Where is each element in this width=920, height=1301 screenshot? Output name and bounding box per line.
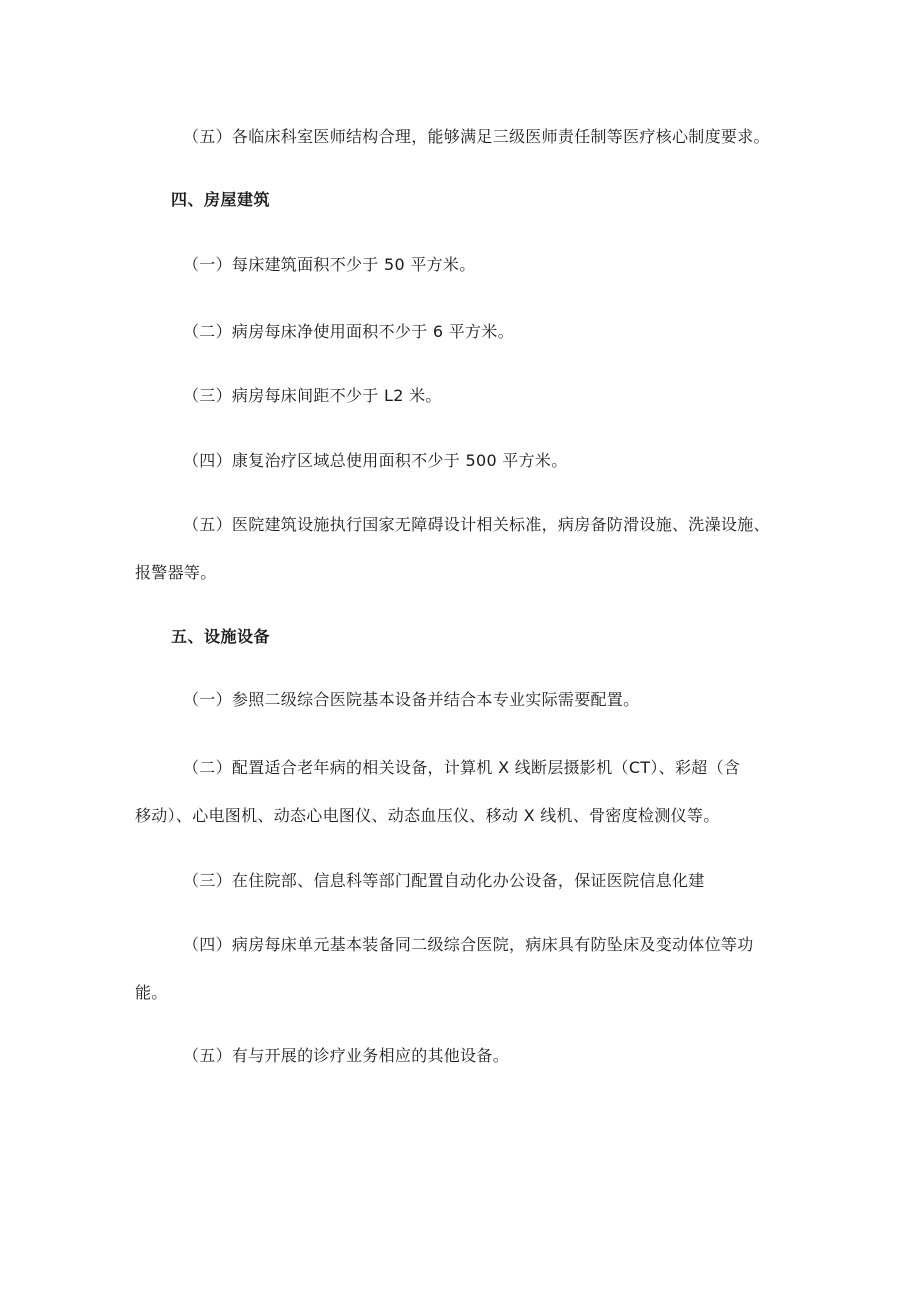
paragraph-other-equipment: （五）有与开展的诊疗业务相应的其他设备。: [183, 1046, 510, 1065]
paragraph-bed-spacing: （三）病房每床间距不少于 L2 米。: [183, 386, 442, 405]
paragraph-staff-structure: （五）各临床科室医师结构合理，能够满足三级医师责任制等医疗核心制度要求。: [183, 127, 770, 146]
paragraph-accessibility-line1: （五）医院建筑设施执行国家无障碍设计相关标准，病房备防滑设施、洗澡设施、: [183, 515, 770, 534]
paragraph-building-area: （一）每床建筑面积不少于 50 平方米。: [183, 255, 476, 274]
paragraph-bed-unit-line1: （四）病房每床单元基本装备同二级综合医院，病床具有防坠床及变动体位等功: [183, 935, 754, 954]
paragraph-bed-unit-line2: 能。: [135, 983, 168, 1002]
paragraph-geriatric-equipment-line1: （二）配置适合老年病的相关设备，计算机 X 线断层摄影机（CT）、彩超（含: [183, 758, 741, 777]
paragraph-geriatric-equipment-line2: 移动）、心电图机、动态心电图仪、动态血压仪、移动 X 线机、骨密度检测仪等。: [135, 806, 720, 825]
section-heading-building: 四、房屋建筑: [171, 190, 271, 209]
paragraph-ward-area: （二）病房每床净使用面积不少于 6 平方米。: [183, 322, 514, 341]
paragraph-accessibility-line2: 报警器等。: [135, 563, 217, 582]
section-heading-equipment: 五、设施设备: [171, 627, 271, 646]
paragraph-office-automation: （三）在住院部、信息科等部门配置自动化办公设备，保证医院信息化建: [183, 871, 705, 890]
paragraph-rehab-area: （四）康复治疗区域总使用面积不少于 500 平方米。: [183, 451, 568, 470]
paragraph-basic-equipment: （一）参照二级综合医院基本设备并结合本专业实际需要配置。: [183, 690, 640, 709]
